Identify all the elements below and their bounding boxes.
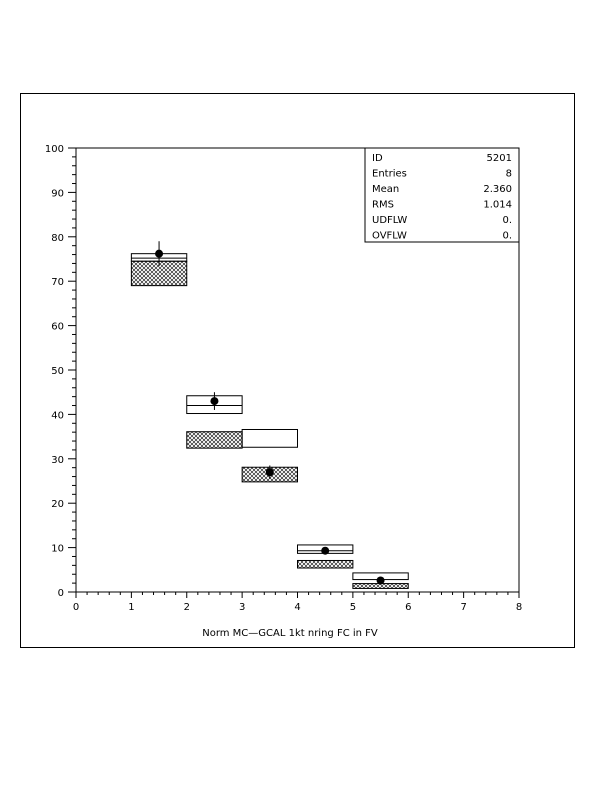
x-tick-label: 6 [405, 602, 412, 613]
stats-value: 5201 [486, 153, 512, 164]
stats-label: UDFLW [372, 215, 408, 226]
stats-label: ID [372, 153, 383, 164]
x-tick-label: 2 [183, 602, 190, 613]
stats-value: 2.360 [483, 184, 512, 195]
data-point [266, 468, 274, 476]
x-tick-label: 4 [294, 602, 301, 613]
x-tick-label: 7 [460, 602, 467, 613]
data-point [377, 576, 385, 584]
y-tick-label: 50 [51, 366, 64, 377]
stats-label: RMS [372, 199, 394, 211]
x-tick-label: 1 [128, 602, 135, 613]
data-point [155, 250, 163, 258]
stats-value: 8 [505, 168, 512, 180]
stats-label: Mean [372, 184, 400, 195]
stats-box [365, 148, 519, 242]
x-axis-label: Norm MC—GCAL 1kt nring FC in FV [202, 628, 378, 639]
y-tick-label: 90 [51, 188, 64, 200]
y-tick-label: 0 [57, 588, 64, 599]
x-tick-label: 0 [72, 602, 80, 613]
y-tick-label: 10 [51, 543, 64, 555]
x-tick-label: 8 [515, 602, 523, 613]
data-point [210, 397, 218, 405]
stats-value: 0. [502, 215, 512, 226]
y-tick-label: 70 [51, 277, 64, 289]
open-box [242, 429, 297, 447]
data-points [155, 241, 385, 584]
stats-label: Entries [372, 168, 407, 180]
hatched-boxes [131, 261, 408, 588]
stats-value: 0. [502, 230, 512, 242]
hatched-box [187, 432, 242, 448]
y-tick-label: 30 [51, 454, 64, 466]
data-point [321, 547, 329, 555]
y-tick-label: 80 [51, 232, 64, 244]
y-tick-label: 40 [51, 410, 64, 422]
open-boxes [131, 254, 408, 580]
y-tick-label: 100 [44, 144, 64, 155]
stats-label: OVFLW [372, 230, 407, 242]
y-tick-label: 60 [51, 321, 64, 333]
x-tick-label: 5 [349, 602, 357, 613]
x-tick-label: 3 [238, 602, 246, 613]
hatched-box [298, 560, 353, 568]
y-tick-label: 20 [51, 499, 64, 511]
stats-value: 1.014 [483, 199, 512, 211]
